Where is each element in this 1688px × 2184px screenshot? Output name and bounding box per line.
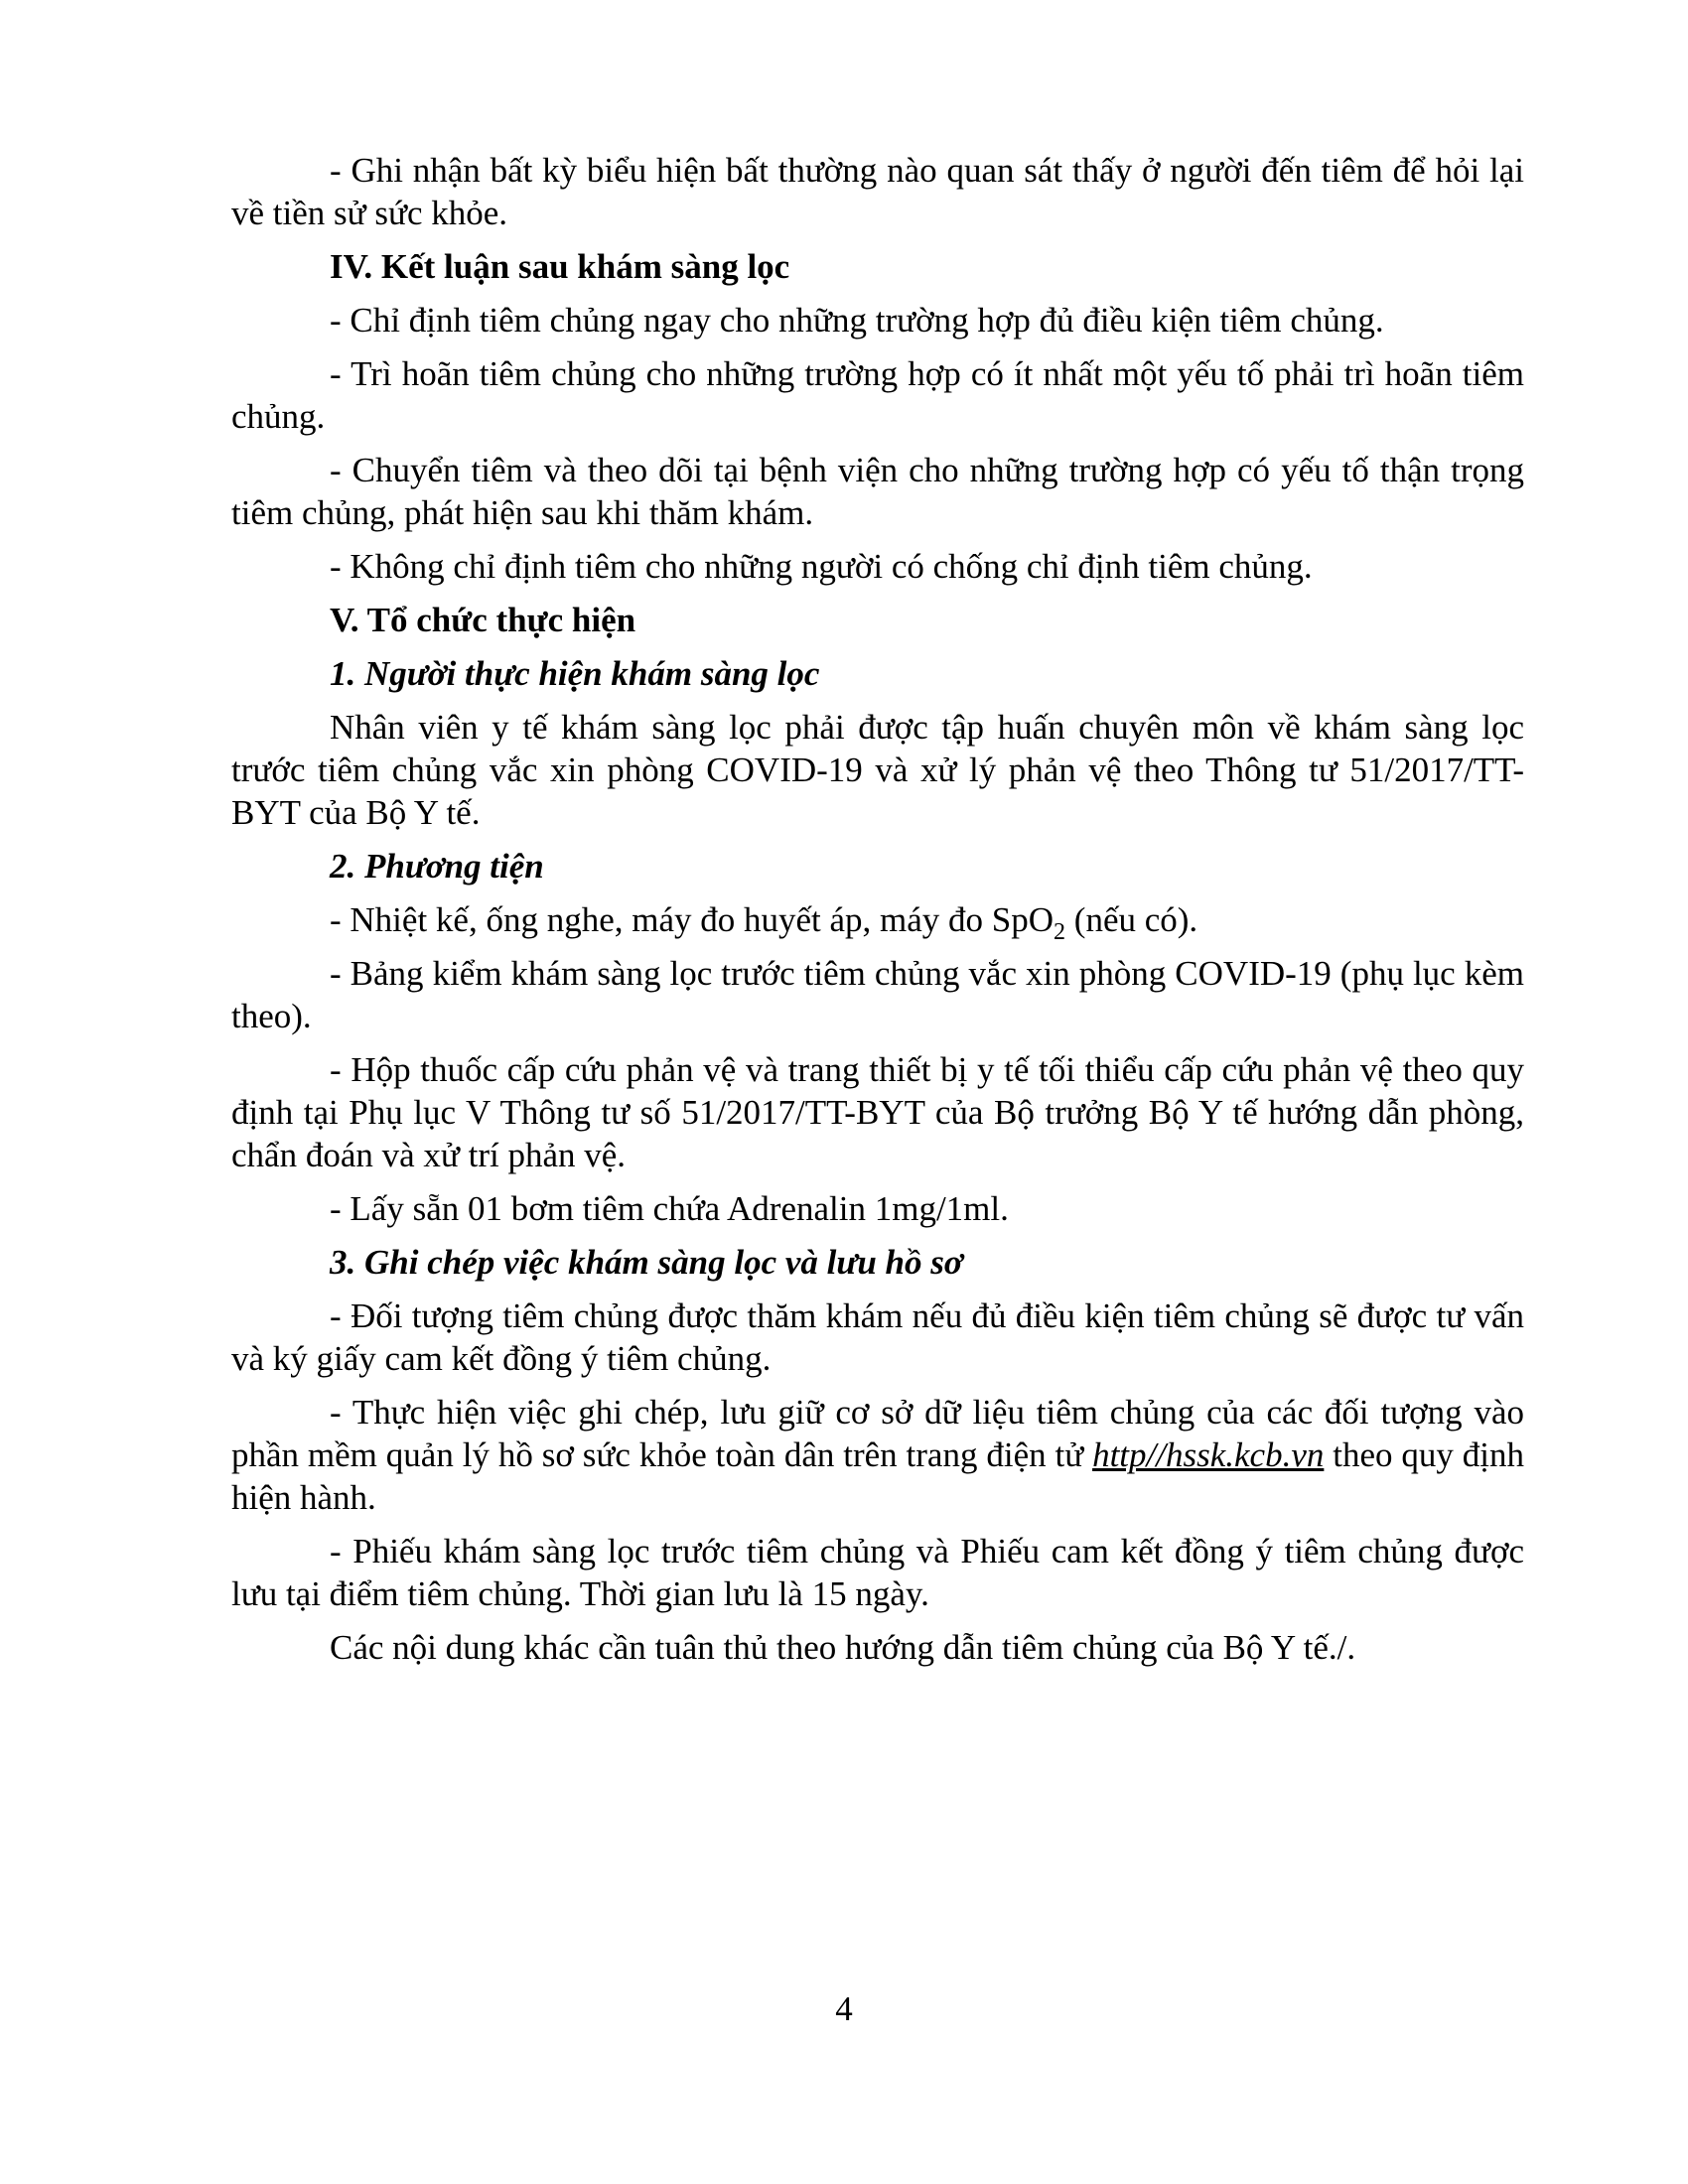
instruments-text-end: (nếu có). bbox=[1065, 900, 1198, 939]
paragraph-indicate-vaccination: - Chỉ định tiêm chủng ngay cho những trường hợp đủ điều kiện tiêm chủng. bbox=[330, 301, 1384, 340]
subheading-equipment: 2. Phương tiện bbox=[330, 847, 544, 886]
heading-organization: V. Tổ chức thực hiện bbox=[330, 601, 636, 639]
page-number: 4 bbox=[835, 1989, 853, 2028]
document-page bbox=[231, 149, 1524, 1680]
paragraph-checklist: - Bảng kiểm khám sàng lọc trước tiêm chủng vắc xin phòng COVID-19 (phụ lục kèm theo). bbox=[231, 954, 1524, 1035]
subheading-examiner: 1. Người thực hiện khám sàng lọc bbox=[330, 654, 820, 693]
paragraph-forms-storage: - Phiếu khám sàng lọc trước tiêm chủng và Phiếu cam kết đồng ý tiêm chủng được lưu tại điểm tiêm chủng. Thời gian lưu là 15 ngày. bbox=[231, 1532, 1524, 1613]
paragraph-adrenalin: - Lấy sẵn 01 bơm tiêm chứa Adrenalin 1mg/1ml. bbox=[330, 1189, 1009, 1228]
paragraph-database bbox=[231, 1391, 1524, 1519]
paragraph-instruments bbox=[231, 898, 1524, 945]
paragraph-abnormal-signs: - Ghi nhận bất kỳ biểu hiện bất thường nào quan sát thấy ở người đến tiêm để hỏi lại về tiền sử sức khỏe. bbox=[231, 151, 1524, 232]
instruments-text: - Nhiệt kế, ống nghe, máy đo huyết áp, máy đo SpO bbox=[330, 900, 1055, 939]
database-text: - Thực hiện việc ghi chép, lưu giữ cơ sở dữ liệu tiêm chủng của các đối tượng vào phần mềm quản lý hồ sơ sức khỏe toàn dân trên trang điện tử bbox=[231, 1393, 1524, 1474]
heading-conclusion: IV. Kết luận sau khám sàng lọc bbox=[330, 247, 790, 286]
subheading-records: 3. Ghi chép việc khám sàng lọc và lưu hồ sơ bbox=[330, 1243, 963, 1282]
database-text-end: theo quy định hiện hành. bbox=[231, 1435, 1525, 1517]
paragraph-staff-training: Nhân viên y tế khám sàng lọc phải được tập huấn chuyên môn về khám sàng lọc trước tiêm chủng vắc xin phòng COVID-19 và xử lý phản vệ theo Thông tư 51/2017/TT-BYT của Bộ Y tế. bbox=[231, 708, 1524, 832]
paragraph-contraindication: - Không chỉ định tiêm cho những người có chống chỉ định tiêm chủng. bbox=[330, 547, 1313, 586]
paragraph-postpone-vaccination: - Trì hoãn tiêm chủng cho những trường hợp có ít nhất một yếu tố phải trì hoãn tiêm chủng. bbox=[231, 354, 1524, 436]
paragraph-consent: - Đối tượng tiêm chủng được thăm khám nếu đủ điều kiện tiêm chủng sẽ được tư vấn và ký giấy cam kết đồng ý tiêm chủng. bbox=[231, 1297, 1524, 1378]
spo2-subscript: 2 bbox=[1054, 919, 1066, 945]
paragraph-transfer-hospital: - Chuyển tiêm và theo dõi tại bệnh viện cho những trường hợp có yếu tố thận trọng tiêm chủng, phát hiện sau khi thăm khám. bbox=[231, 451, 1524, 532]
paragraph-compliance: Các nội dung khác cần tuân thủ theo hướng dẫn tiêm chủng của Bộ Y tế./. bbox=[330, 1628, 1356, 1667]
paragraph-anaphylaxis-kit: - Hộp thuốc cấp cứu phản vệ và trang thiết bị y tế tối thiểu cấp cứu phản vệ theo quy định tại Phụ lục V Thông tư số 51/2017/TT-BYT của Bộ trưởng Bộ Y tế hướng dẫn phòng, chẩn đoán và xử trí phản vệ. bbox=[231, 1050, 1524, 1174]
hssk-link[interactable]: http//hssk.kcb.vn bbox=[1092, 1435, 1325, 1474]
